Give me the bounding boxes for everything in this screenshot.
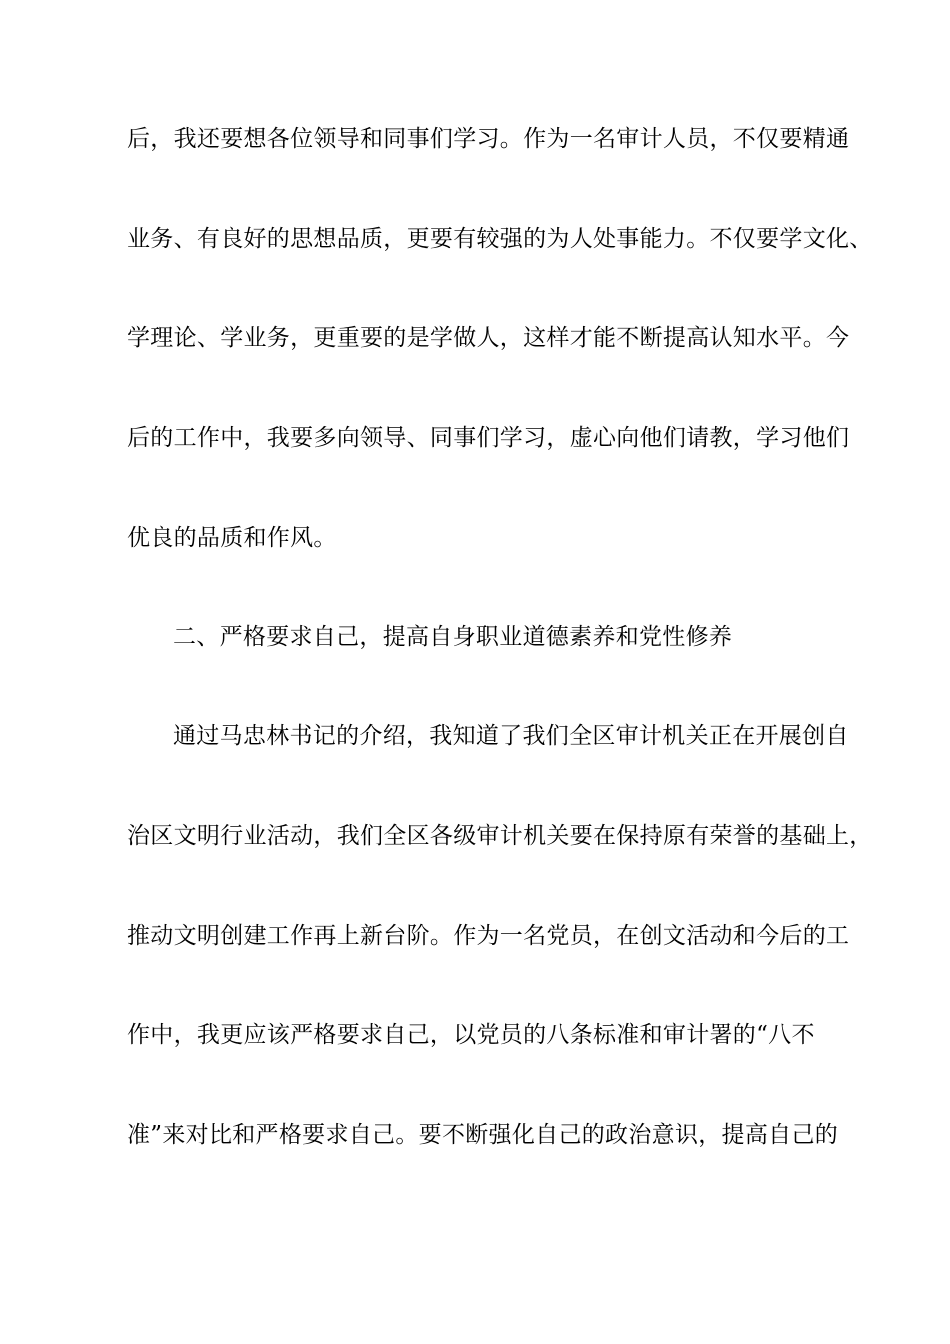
text-line: 作中，我更应该严格要求自己，以党员的八条标准和审计署的“八不	[127, 1022, 815, 1048]
text-line: 后，我还要想各位领导和同事们学习。作为一名审计人员，不仅要精通	[127, 126, 850, 152]
text-line: 后的工作中，我要多向领导、同事们学习，虚心向他们请教，学习他们	[127, 425, 850, 451]
text-line: 准”来对比和严格要求自己。要不断强化自己的政治意识，提高自己的	[127, 1122, 839, 1148]
text-line: 治区文明行业活动，我们全区各级审计机关要在保持原有荣誉的基础上，	[127, 823, 873, 849]
text-line: 业务、有良好的思想品质，更要有较强的为人处事能力。不仅要学文化、	[127, 226, 873, 252]
text-line: 学理论、学业务，更重要的是学做人，这样才能不断提高认知水平。今	[127, 325, 850, 351]
section-heading: 二、严格要求自己，提高自身职业道德素养和党性修养	[173, 624, 733, 650]
text-line: 优良的品质和作风。	[127, 525, 337, 551]
paragraph-first-line: 通过马忠林书记的介绍，我知道了我们全区审计机关正在开展创自	[173, 723, 849, 749]
text-line: 推动文明创建工作再上新台阶。作为一名党员，在创文活动和今后的工	[127, 923, 850, 949]
